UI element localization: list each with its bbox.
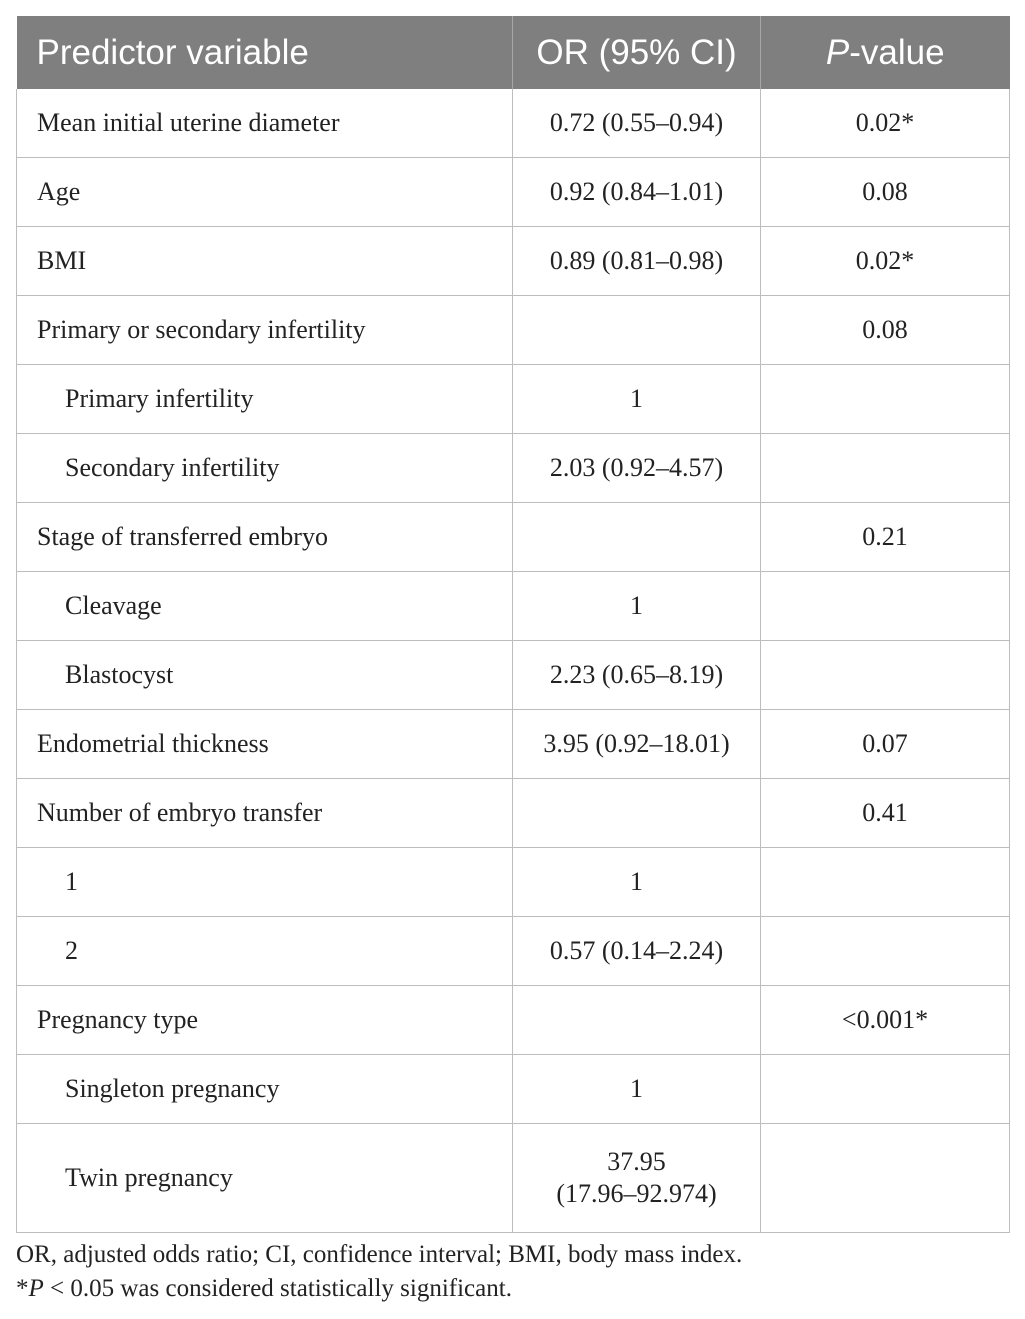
predictor-cell: 1 <box>17 848 513 917</box>
or-ci-cell: 1 <box>513 572 761 641</box>
table-row <box>17 434 1010 503</box>
predictor-cell: Number of embryo transfer <box>17 779 513 848</box>
p-value-cell <box>761 641 1010 710</box>
table-body <box>17 89 1010 1233</box>
header-or-ci: OR (95% CI) <box>513 16 761 89</box>
predictor-cell: Stage of transferred embryo <box>17 503 513 572</box>
or-ci-cell <box>513 503 761 572</box>
or-ci-cell: 2.03 (0.92–4.57) <box>513 434 761 503</box>
predictor-cell: Pregnancy type <box>17 986 513 1055</box>
footnote-significance-text: < 0.05 was considered statistically significant. <box>43 1275 512 1302</box>
or-ci-cell: 0.89 (0.81–0.98) <box>513 227 761 296</box>
or-ci-cell: 1 <box>513 1055 761 1124</box>
table-row <box>17 503 1010 572</box>
predictor-cell: Cleavage <box>17 572 513 641</box>
footnote-p-italic: P <box>28 1275 44 1302</box>
p-value-cell <box>761 1055 1010 1124</box>
or-ci-cell: 0.72 (0.55–0.94) <box>513 89 761 158</box>
p-value-cell <box>761 365 1010 434</box>
header-predictor-variable: Predictor variable <box>17 16 513 89</box>
footnote-abbreviations: OR, adjusted odds ratio; CI, confidence interval; BMI, body mass index. <box>16 1241 743 1268</box>
table-row <box>17 365 1010 434</box>
header-p-italic: P <box>825 32 850 72</box>
p-value-cell: <0.001* <box>761 986 1010 1055</box>
predictor-cell: Age <box>17 158 513 227</box>
table-row <box>17 641 1010 710</box>
p-value-cell <box>761 434 1010 503</box>
or-value-line: 37.95 <box>607 1146 666 1176</box>
table-row <box>17 572 1010 641</box>
p-value-cell <box>761 572 1010 641</box>
p-value-cell <box>761 917 1010 986</box>
table-row <box>17 89 1010 158</box>
table-row <box>17 227 1010 296</box>
or-ci-cell: 0.92 (0.84–1.01) <box>513 158 761 227</box>
results-table-container <box>16 16 1009 1233</box>
or-ci-cell: 2.23 (0.65–8.19) <box>513 641 761 710</box>
table-row <box>17 779 1010 848</box>
p-value-cell <box>761 1124 1010 1233</box>
footnote-asterisk: * <box>16 1275 29 1302</box>
or-ci-cell: 3.95 (0.92–18.01) <box>513 710 761 779</box>
table-row <box>17 1055 1010 1124</box>
table-row <box>17 917 1010 986</box>
or-ci-cell: 1 <box>513 365 761 434</box>
header-p-value <box>761 16 1010 89</box>
or-ci-cell: 1 <box>513 848 761 917</box>
predictor-cell: Primary infertility <box>17 365 513 434</box>
p-value-cell: 0.02* <box>761 89 1010 158</box>
predictor-cell: Endometrial thickness <box>17 710 513 779</box>
or-ci-cell: 0.57 (0.14–2.24) <box>513 917 761 986</box>
table-row <box>17 296 1010 365</box>
or-ci-cell <box>513 296 761 365</box>
p-value-cell: 0.02* <box>761 227 1010 296</box>
ci-range-line: (17.96–92.974) <box>556 1179 717 1208</box>
table-row <box>17 158 1010 227</box>
table-header <box>17 16 1010 89</box>
predictor-cell: Blastocyst <box>17 641 513 710</box>
p-value-cell: 0.07 <box>761 710 1010 779</box>
p-value-cell: 0.21 <box>761 503 1010 572</box>
predictor-cell: BMI <box>17 227 513 296</box>
header-p-rest: -value <box>849 32 945 72</box>
predictor-cell: 2 <box>17 917 513 986</box>
table-row <box>17 710 1010 779</box>
table-footnotes <box>16 1238 742 1306</box>
table-row <box>17 848 1010 917</box>
predictor-cell: Singleton pregnancy <box>17 1055 513 1124</box>
p-value-cell: 0.08 <box>761 296 1010 365</box>
p-value-cell: 0.08 <box>761 158 1010 227</box>
table-row <box>17 986 1010 1055</box>
predictor-cell: Secondary infertility <box>17 434 513 503</box>
predictor-cell: Twin pregnancy <box>17 1124 513 1233</box>
footnote-significance <box>16 1272 742 1306</box>
or-ci-cell <box>513 779 761 848</box>
or-ci-cell <box>513 986 761 1055</box>
table-row <box>17 1124 1010 1233</box>
predictor-cell: Mean initial uterine diameter <box>17 89 513 158</box>
p-value-cell <box>761 848 1010 917</box>
predictor-cell: Primary or secondary infertility <box>17 296 513 365</box>
or-ci-cell <box>513 1124 761 1233</box>
odds-ratio-table <box>16 16 1010 1233</box>
p-value-cell: 0.41 <box>761 779 1010 848</box>
header-row <box>17 16 1010 89</box>
